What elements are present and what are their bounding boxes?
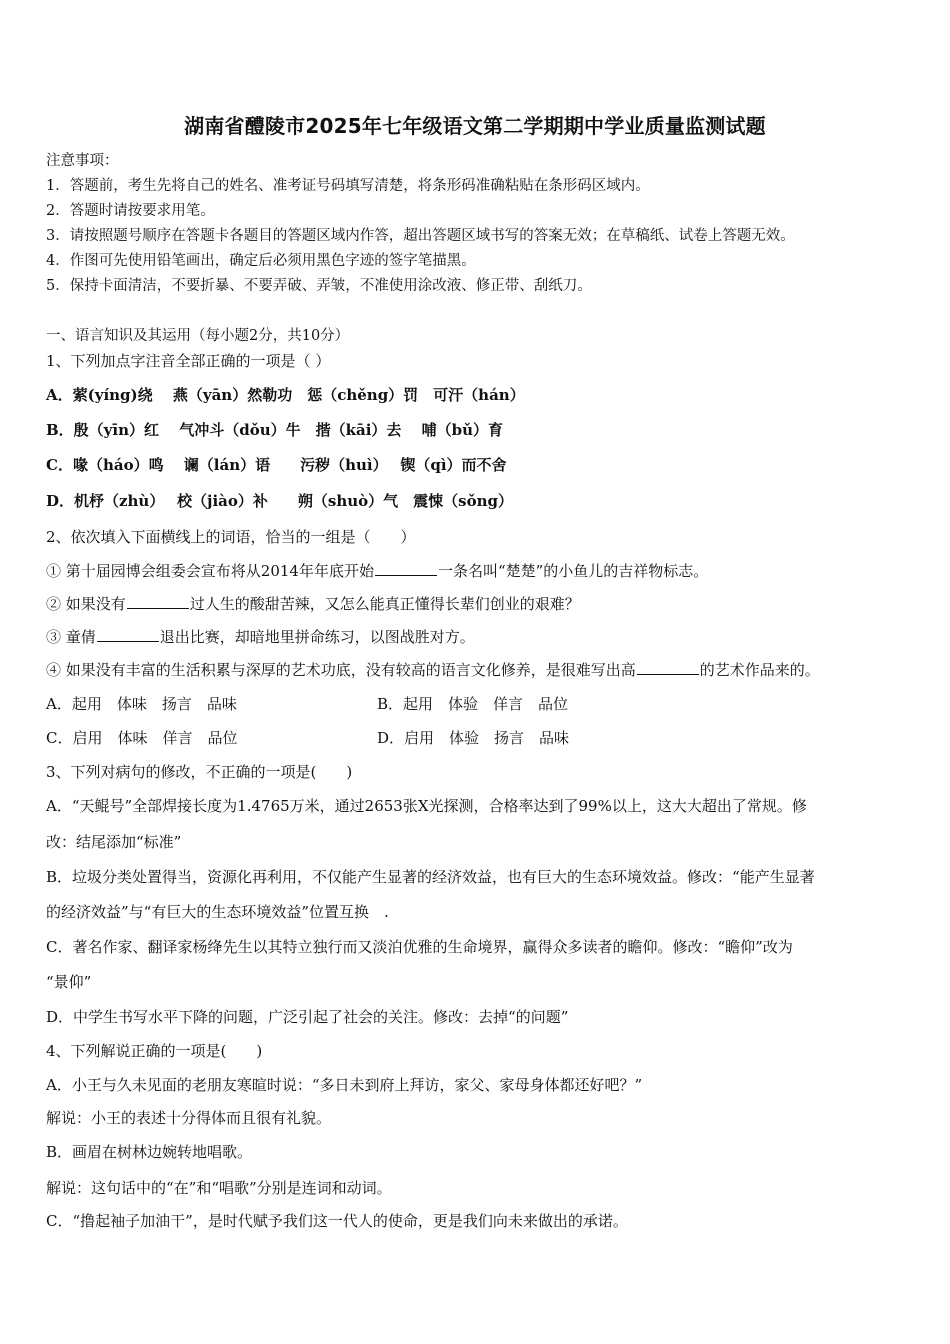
fill-blank xyxy=(637,660,699,675)
question-4-option-b: B．画眉在树林边婉转地唱歌。 xyxy=(46,1143,253,1161)
question-1-option-c: C．喙（háo）鸣 谰（lán）语 污秽（huì） 锲（qì）而不舍 xyxy=(46,456,507,474)
question-3-option-a: A．“天鲲号”全部焊接长度为1.4765万米，通过2653张X光探测，合格率达到了99%以上，这大大超出了常规。修 xyxy=(46,797,807,815)
question-1-option-d: D．机杼（zhù） 校（jiào）补 朔（shuò）气 震悚（sǒng） xyxy=(46,492,514,510)
question-4-option-b-note: 解说：这句话中的“在”和“唱歌”分别是连词和动词。 xyxy=(46,1179,392,1197)
sentence-text: 一条名叫“楚楚”的小鱼儿的吉祥物标志。 xyxy=(437,562,709,580)
question-2-option-c: C．启用 体味 佯言 品位 xyxy=(46,729,238,747)
sentence-text: 过人生的酸甜苦辣，又怎么能真正懂得长辈们创业的艰难？ xyxy=(189,595,580,613)
question-2-sentence-2 xyxy=(46,594,580,614)
question-2-stem: 2、依次填入下面横线上的词语，恰当的一组是（ ） xyxy=(46,528,416,546)
fill-blank xyxy=(127,594,189,609)
section-heading: 一、语言知识及其运用（每小题2分，共10分） xyxy=(46,328,350,344)
notice-item: 1．答题前，考生先将自己的姓名、准考证号码填写清楚，将条形码准确粘贴在条形码区域内。 xyxy=(46,178,650,194)
sentence-text: ② 如果没有 xyxy=(46,595,126,613)
page-title: 湖南省醴陵市2025年七年级语文第二学期期中学业质量监测试题 xyxy=(184,114,766,138)
question-3-option-b-cont: 的经济效益”与“有巨大的生态环境效益”位置互换 . xyxy=(46,903,389,921)
sentence-text: 的艺术作品来的。 xyxy=(699,661,820,679)
question-4-stem: 4、下列解说正确的一项是( ) xyxy=(46,1042,263,1060)
question-2-option-a: A．起用 体味 扬言 品味 xyxy=(46,695,237,713)
fill-blank xyxy=(375,561,437,576)
question-2-sentence-4 xyxy=(46,660,820,680)
notice-item: 5．保持卡面清洁，不要折暴、不要弄破、弄皱，不准使用涂改液、修正带、刮纸刀。 xyxy=(46,278,592,294)
question-3-option-b: B．垃圾分类处置得当，资源化再利用，不仅能产生显著的经济效益，也有巨大的生态环境效益。修改：“能产生显著 xyxy=(46,868,815,886)
question-3-option-d: D．中学生书写水平下降的问题，广泛引起了社会的关注。修改：去掉“的问题” xyxy=(46,1008,569,1026)
question-3-option-c-cont: “景仰” xyxy=(46,973,92,991)
question-2-sentence-3 xyxy=(46,627,475,647)
question-3-stem: 3、下列对病句的修改，不正确的一项是( ) xyxy=(46,763,353,781)
question-2-sentence-1 xyxy=(46,561,708,581)
notice-heading: 注意事项： xyxy=(46,153,119,169)
sentence-text: ① 第十届园博会组委会宣布将从2014年年底开始 xyxy=(46,562,374,580)
question-4-option-a-note: 解说：小王的表述十分得体而且很有礼貌。 xyxy=(46,1109,332,1127)
question-2-option-b: B．起用 体验 佯言 品位 xyxy=(377,695,569,713)
fill-blank xyxy=(97,627,159,642)
question-2-option-d: D．启用 体验 扬言 品味 xyxy=(377,729,570,747)
sentence-text: ④ 如果没有丰富的生活积累与深厚的艺术功底，没有较高的语言文化修养，是很难写出高 xyxy=(46,661,636,679)
notice-item: 2．答题时请按要求用笔。 xyxy=(46,203,215,219)
sentence-text: ③ 童倩 xyxy=(46,628,96,646)
question-3-option-a-cont: 改：结尾添加“标准” xyxy=(46,833,182,851)
question-1-stem: 1、下列加点字注音全部正确的一项是（ ） xyxy=(46,352,331,370)
notice-item: 4．作图可先使用铅笔画出，确定后必须用黑色字迹的签字笔描黑。 xyxy=(46,253,476,269)
question-3-option-c: C．著名作家、翻译家杨绛先生以其特立独行而又淡泊优雅的生命境界，赢得众多读者的瞻仰。修改：“瞻仰”改为 xyxy=(46,938,793,956)
question-4-option-c: C．“撸起袖子加油干”，是时代赋予我们这一代人的使命，更是我们向未来做出的承诺。 xyxy=(46,1212,628,1230)
notice-item: 3．请按照题号顺序在答题卡各题目的答题区域内作答，超出答题区域书写的答案无效；在草稿纸、试卷上答题无效。 xyxy=(46,228,795,244)
question-1-option-b: B．殷（yīn）红 气冲斗（dǒu）牛 揩（kāi）去 哺（bǔ）育 xyxy=(46,421,504,439)
question-1-option-a: A．萦(yíng)绕 燕（yān）然勒功 惩（chěng）罚 可汗（hán） xyxy=(46,386,525,404)
question-4-option-a: A．小王与久未见面的老朋友寒暄时说：“多日未到府上拜访，家父、家母身体都还好吧？” xyxy=(46,1076,643,1094)
sentence-text: 退出比赛，却暗地里拼命练习，以图战胜对方。 xyxy=(159,628,475,646)
